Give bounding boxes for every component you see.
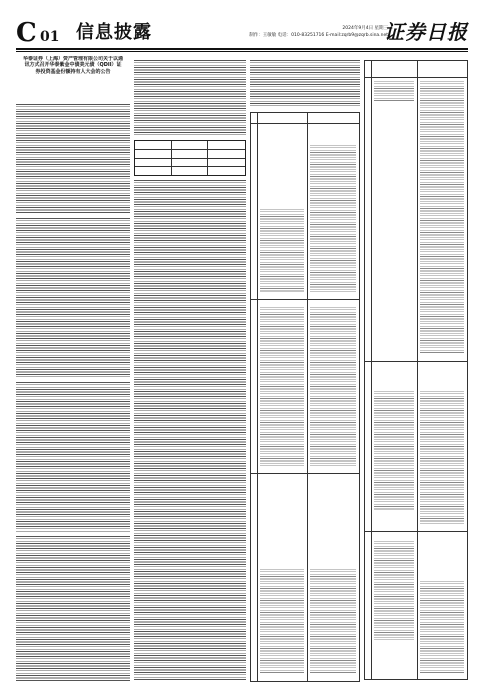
table-rule	[365, 531, 467, 532]
table-rule	[365, 77, 467, 78]
table-cell-text	[260, 209, 304, 293]
table-cell-text	[374, 391, 414, 511]
body-text-block	[16, 104, 130, 214]
body-text-block	[134, 180, 246, 680]
table-rule	[251, 299, 359, 300]
comparison-table	[250, 112, 360, 682]
body-text-block	[134, 60, 246, 136]
table-rule	[307, 113, 308, 681]
table-rule	[171, 141, 172, 175]
table-cell-text	[310, 307, 356, 467]
body-text-block	[16, 382, 130, 532]
column-4	[364, 56, 468, 682]
table-rule	[135, 166, 245, 167]
table-cell-text	[420, 581, 464, 673]
table-rule	[257, 113, 258, 681]
table-cell-text	[420, 391, 464, 525]
section-letter: C	[16, 18, 37, 48]
comparison-table-continued	[364, 60, 468, 680]
table-rule	[371, 61, 372, 679]
table-rule	[251, 473, 359, 474]
editor-line: 制作：王敏敏 电话：010-83251716 E-mail:zqrb9@zqrb.sina.net	[249, 33, 388, 38]
section-title: 信息披露	[76, 22, 152, 43]
table-cell-text	[310, 569, 356, 673]
table-cell-text	[374, 541, 414, 641]
masthead-rule-thin	[16, 51, 468, 52]
data-table	[134, 140, 246, 176]
table-rule	[417, 61, 418, 679]
table-cell-text	[310, 145, 356, 293]
body-text-block	[250, 60, 360, 106]
column-1	[16, 56, 130, 682]
body-text-block	[16, 536, 130, 682]
announcement-title: 华泰证券（上海）资产管理有限公司关于以通讯方式召开华泰紫金中债美元债（QDII）证券投资基金份额持有人大会的公告	[22, 56, 123, 75]
paper-logo: 证券日报	[384, 20, 468, 44]
table-rule	[365, 361, 467, 362]
table-rule	[135, 158, 245, 159]
column-3	[250, 56, 360, 682]
table-rule	[251, 123, 359, 124]
date-line: 2024年9月4日 星期三	[342, 26, 388, 31]
body-text-block	[16, 218, 130, 378]
column-2	[134, 56, 246, 682]
section-number: 01	[40, 29, 60, 45]
masthead-rule	[16, 48, 468, 50]
masthead	[16, 18, 468, 48]
table-cell-text	[260, 569, 304, 673]
table-cell-text	[420, 81, 464, 353]
table-cell-text	[374, 81, 414, 101]
table-rule	[207, 141, 208, 175]
table-cell-text	[260, 307, 304, 467]
table-rule	[135, 149, 245, 150]
